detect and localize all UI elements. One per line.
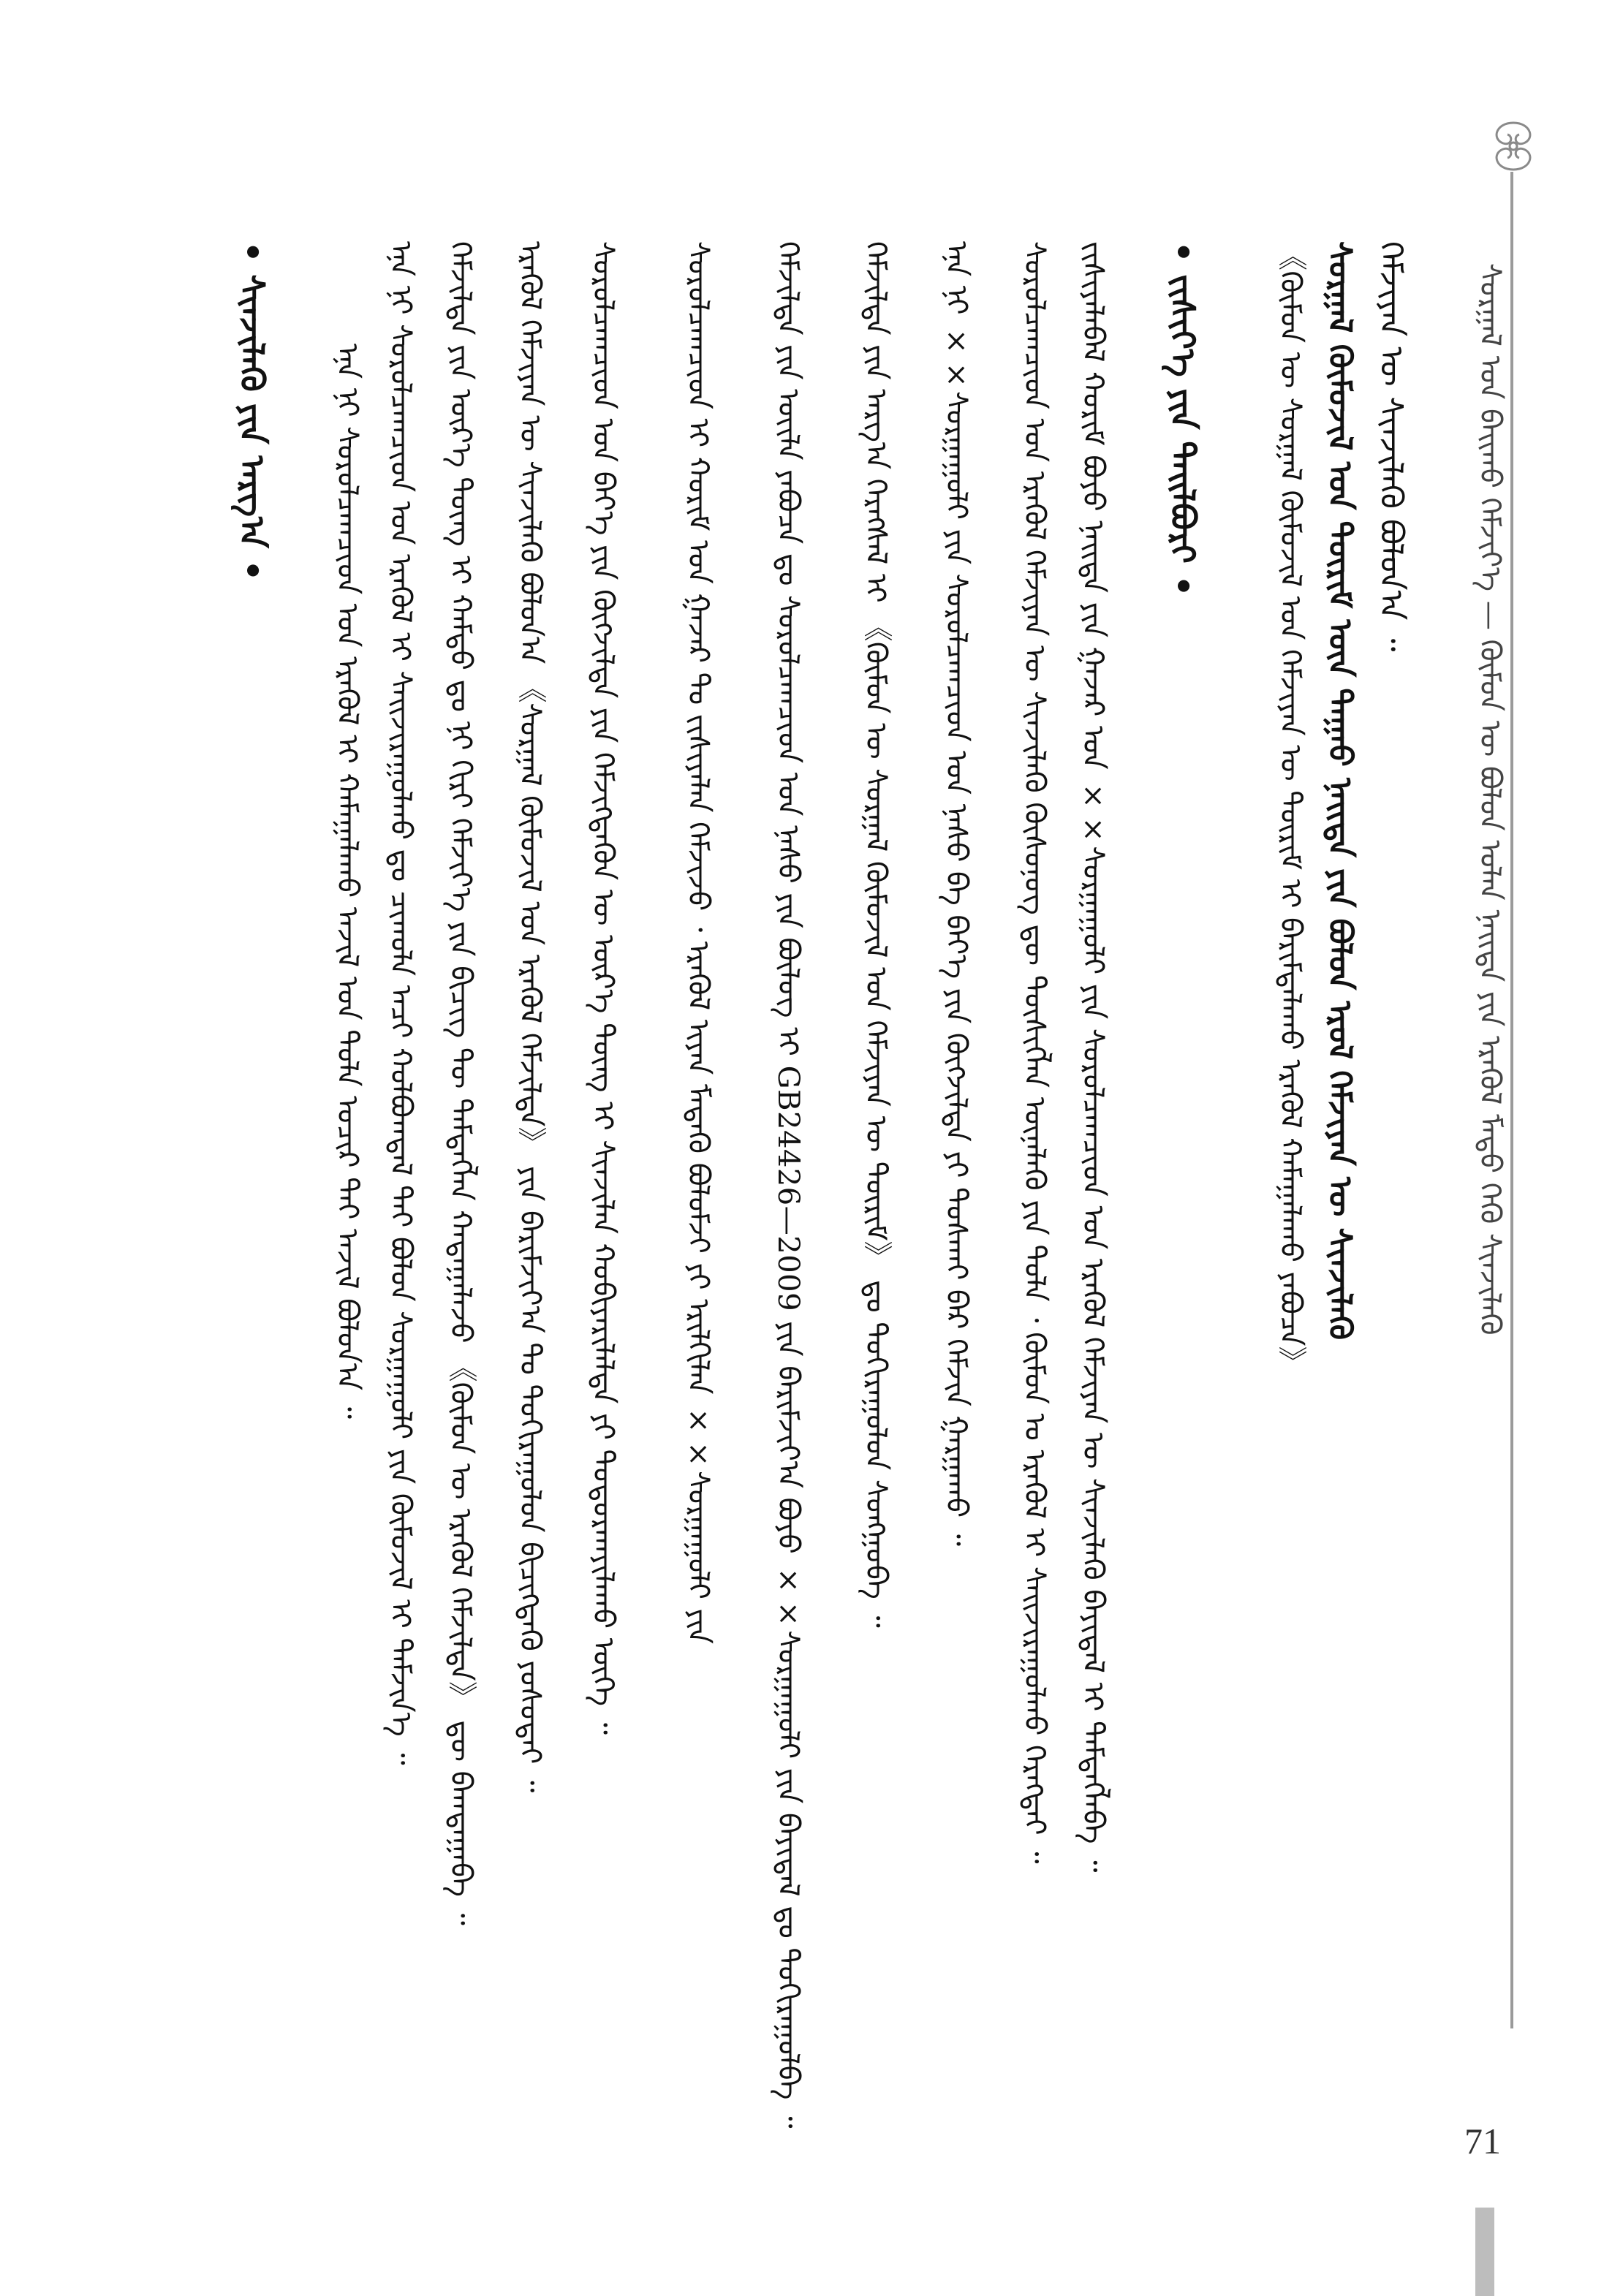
page-side-tab bbox=[1475, 2208, 1494, 2296]
paragraph-line: ᠰᠤᠷᠤᠯᠴᠠᠭᠴᠢᠳ ᠢ ᠬᠤᠷᠢᠮ ᠤᠨ ᠭᠠᠵᠠᠷ ᠲᠤ ᠵᠢᠰᠢᠶᠡᠯᠡᠨ ᠬᠡᠮᠵᠢᠵᠦ ᠂ ᠡᠷᠡᠭᠦᠯ ᠢᠶᠡᠨ ᠮᠡᠳᠡᠬᠦ ᠪᠤᠯᠤᠮᠵᠢ ᠶᠢ ᠡᠷᠢᠯᠬᠢᠯᠡᠨ ××ᠰᠤᠷᠭᠠᠭᠤᠯᠢ ᠶᠢᠨ bbox=[681, 241, 715, 1644]
paragraph-line: ᠡᠨᠡ ᠨᠢ ᠰᠤᠷᠤᠯᠴᠠᠭᠴᠢᠳ ᠤᠨ ᠡᠷᠡᠭᠦᠯ ᠢ ᠰᠠᠢᠵᠢᠷᠠᠭᠤᠯᠬᠤ ᠳᠤ ᠴᠢᠬᠤᠯᠠ ᠠᠴᠢ ᠬᠤᠯᠪᠤᠭᠳᠠᠯ ᠲᠠᠢ ᠪᠤᠯᠤᠨ ᠰᠤᠷᠭᠠᠭᠤᠯᠢ ᠶᠢᠨ ᠬᠦᠮᠦᠵᠢᠯ ᠢ ᠳᠡᠮᠵᠢᠨ᠎ᠡ ᠃ bbox=[384, 241, 417, 1765]
header-rule-line bbox=[1510, 172, 1513, 2028]
running-title: ᠰᠤᠷᠭᠠᠯ ᠤᠨ ᠪᠠᠢᠬᠤ ᠬᠡᠮᠵᠢᠶ᠎ᠡ — ᠬᠦᠮᠦᠨ ᠦ ᠪᠤᠯᠤᠨ ᠣᠯᠠᠨ ᠨᠡᠢᠲᠡ ᠶᠢᠨ ᠡᠷᠡᠭᠦᠯ ᠮᠡᠳᠦ ᠭᠡᠬᠦ ᠰᠢᠨᠵᠢᠯᠡᠬᠦ bbox=[1473, 263, 1507, 1335]
paragraph-line: ᠡᠨᠡ ᠨᠢ ××ᠰᠤᠷᠭᠠᠭᠤᠯᠢ ᠶᠢᠨ ᠰᠤᠷᠤᠯᠴᠠᠭᠴᠢᠳ ᠤᠨ ᠨᠠᠰᠤ ᠪᠠ ᠪᠡᠶ᠎ᠡ ᠶᠢᠨ ᠬᠦᠭᠵᠢᠯᠲᠡ ᠶᠢ ᠲᠤᠰᠬᠠᠢ ᠪᠠᠷ ᠬᠡᠮᠵᠢᠨ ᠭᠠᠷᠭᠠᠬᠤ ᠃ bbox=[939, 241, 973, 1547]
section-subheading: • ᠵᠢᠰᠢᠶ᠎ᠡ ᠶᠢᠨ ᠲᠠᠢᠯᠪᠤᠷᠢ • bbox=[1163, 241, 1203, 597]
bold-standard-line: ᠰᠤᠷᠭᠠᠯ ᠬᠦᠮᠦᠵᠢᠯ ᠤᠨ ᠳᠦᠷᠢᠮ ᠦᠨ ᠳᠠᠭᠠᠤ ᠨᠡᠢᠲᠡ ᠶᠢᠨ ᠪᠤᠯᠤᠨ ᠡᠷᠦᠯ ᠬᠡᠮᠵᠢᠶᠡᠨ ᠦ ᠰᠢᠨᠵᠢᠯᠡᠬᠦ bbox=[1321, 241, 1358, 1341]
quoted-standard-title: 《ᠬᠦᠮᠦᠨ ᠦ ᠰᠤᠷᠭᠠᠯ ᠬᠦᠮᠦᠵᠢᠯ ᠤᠨ ᠬᠡᠮᠵᠢᠶᠡᠨ ᠦ ᠳᠦᠷᠢᠮ ᠢ ᠪᠠᠷᠢᠮᠲᠠᠯᠠᠬᠤ ᠡᠷᠡᠭᠦᠯ ᠬᠠᠮᠠᠭᠠᠯᠠᠬᠤ ᠶᠠᠪᠤᠴᠠ》 bbox=[1274, 241, 1307, 1376]
header-ornament-icon bbox=[1481, 117, 1546, 175]
paragraph-line: ᠰᠤᠷᠤᠯᠴᠠᠭᠴᠢᠳ ᠤᠨ ᠡᠷᠡᠭᠦᠯ ᠬᠡᠮᠵᠢᠶᠡᠨ ᠦ ᠰᠢᠨᠵᠢᠯᠡᠬᠦ ᠬᠦᠰᠦᠨᠦᠭ ᠳᠦ ᠲᠦᠰᠢᠭᠯᠡᠨ ᠦᠨᠡᠯᠡᠬᠦ ᠶᠢᠨ ᠲᠤᠯᠠ ᠂ ᠬᠦᠮᠦᠨ ᠤ ᠡᠷᠡᠭᠦᠯ ᠢ ᠰᠠᠢᠵᠢᠷᠠᠭᠤᠯᠬᠤ ᠬᠡᠷᠡᠭᠲᠡᠢ ᠃ bbox=[1018, 241, 1051, 1864]
page-number: 71 bbox=[1464, 2121, 1501, 2162]
paragraph-line: ᠡᠷᠡᠭᠦᠯ ᠬᠡᠮᠵᠢᠶᠡᠨ ᠦ ᠰᠢᠨᠵᠢᠯᠡᠬᠦ ᠪᠤᠯᠤᠨ᠎ᠠ 《ᠰᠤᠷᠭᠠᠯ ᠬᠦᠮᠦᠵᠢᠯ ᠤᠨ ᠡᠷᠡᠭᠦᠯ ᠬᠡᠮᠵᠢᠯᠲᠡ》 ᠶᠢᠨ ᠪᠠᠷᠢᠮᠵᠢᠶ᠎ᠠ ᠲᠤ ᠲᠤᠬᠢᠷᠠᠭᠤᠯᠤᠨ ᠪᠢᠴᠢᠭᠳᠡᠬᠦ ᠶᠤᠰᠤᠲᠠᠢ ᠃ bbox=[513, 241, 547, 1793]
paragraph-line: ᠬᠡᠮᠵᠢᠯᠲᠡ ᠶᠢᠨ ᠠᠷᠭ᠎ᠠ ᠬᠡᠷᠡᠭᠰᠡᠯ ᠢ 《ᠬᠦᠮᠦᠨ ᠦ ᠰᠤᠷᠭᠠᠯ ᠬᠦᠮᠦᠵᠢᠯ ᠤᠨ ᠬᠡᠮᠵᠢᠶᠡᠨ ᠦ ᠳᠦᠷᠢᠮ》 ᠳᠤ ᠲᠤᠬᠢᠷᠠᠭᠤᠯᠤᠨ ᠰᠤᠩᠭᠤᠪᠠ ᠃ bbox=[859, 241, 893, 1628]
paragraph-line: ᠬᠡᠮᠵᠢᠯᠲᠡ ᠶᠢᠨ ᠦᠷ᠎ᠡ ᠳᠦᠩ ᠢ ᠬᠠᠮᠲᠤ ᠳᠤ ᠨᠢ ᠬᠢᠷᠢ ᠬᠡᠮᠵᠢᠶ᠎ᠡ ᠶᠢᠨ ᠪᠢᠴᠢᠭ ᠲᠦ ᠲᠡᠮᠳᠡᠭᠯᠡᠨ ᠬᠠᠳᠠᠭᠠᠯᠠᠵᠤ 《ᠬᠦᠮᠦᠨ ᠦ ᠡᠷᠡᠭᠦᠯ ᠬᠡᠮᠵᠢᠯᠲᠡ》 ᠳᠦ ᠪᠠᠭᠲᠠᠭᠠᠪᠠ ᠃ bbox=[444, 241, 477, 1925]
section-intro-text: ᠬᠡᠮᠵᠢᠶᠡᠨ ᠦ ᠰᠢᠨᠵᠢᠯᠡᠬᠦ ᠪᠤᠯᠤᠨ᠎ᠠ ᠃ bbox=[1372, 241, 1410, 652]
paragraph-line: ᠬᠡᠮᠵᠢᠯᠲᠡ ᠶᠢᠨ ᠦᠢᠯᠡ ᠶᠠᠪᠤᠴᠠ ᠳᠤ ᠰᠤᠷᠤᠯᠴᠠᠭᠴᠢᠳ ᠤᠨ ᠨᠠᠰᠤ ᠶᠢᠨ ᠪᠦᠯᠦᠭ ᠢ GB24426—2009 ᠶᠢᠨ ᠪᠠᠷᠢᠮᠵᠢᠶ᠎ᠠ ᠪᠤᠶᠤ ××ᠰᠤᠷᠭᠠᠭᠤᠯᠢ ᠶᠢᠨ ᠪᠠᠶᠢᠳᠠᠯ ᠳᠤ ᠲᠤᠬᠢᠷᠠᠭᠤᠯᠪᠠ ᠃ bbox=[771, 241, 805, 2129]
paragraph-line: ᠵᠢᠰᠢᠶᠡᠯᠡᠪᠡᠯ ᠬᠤᠷᠢᠮ ᠪᠤᠶᠤ ᠨᠡᠢᠲᠡ ᠶᠢᠨ ᠭᠠᠵᠠᠷ ᠤᠨ ××ᠰᠤᠷᠭᠠᠭᠤᠯᠢ ᠶᠢᠨ ᠰᠤᠷᠤᠯᠴᠠᠭᠴᠢᠳ ᠤᠨ ᠡᠷᠡᠭᠦᠯ ᠬᠡᠮᠵᠢᠶᠡᠨ ᠦ ᠰᠢᠨᠵᠢᠯᠡᠬᠦ ᠪᠠᠶᠢᠳᠠᠯ ᠢ ᠲᠡᠮᠳᠡᠭᠯᠡᠪᠡ ᠃ bbox=[1076, 241, 1110, 1873]
paragraph-line: ᠰᠤᠷᠤᠯᠴᠠᠭᠴᠢᠳ ᠤᠨ ᠪᠡᠶ᠎ᠡ ᠶᠢᠨ ᠬᠦᠭᠵᠢᠯᠲᠡ ᠶᠢᠨ ᠬᠡᠮᠵᠢᠭᠳᠡᠬᠦᠨ ᠦ ᠦᠷ᠎ᠡ ᠳᠦᠩ ᠢ ᠰᠢᠨᠵᠢᠯᠡᠨ ᠬᠤᠪᠢᠶᠠᠷᠢᠯᠠᠯᠲᠠ ᠶᠢ ᠲᠤᠳᠤᠷᠬᠠᠶᠢᠯᠠᠬᠤ ᠦᠭᠡ ᠃ bbox=[586, 241, 620, 1735]
section-subheading: • ᠰᠢᠨᠵᠢᠯᠡᠬᠦ ᠶᠢᠨ ᠠᠷᠭ᠎ᠠ • bbox=[232, 241, 272, 582]
paragraph-line: ᠡᠨᠡ ᠨᠢ ᠰᠤᠷᠤᠯᠴᠠᠭᠴᠢᠳ ᠤᠨ ᠡᠷᠡᠭᠦᠯ ᠢ ᠬᠠᠮᠠᠭᠠᠯᠠᠬᠤ ᠠᠵᠢᠯ ᠤᠨ ᠲᠤᠯᠠ ᠤᠴᠢᠷ ᠲᠠᠢ ᠠᠵᠢᠯ ᠪᠤᠯᠤᠨ᠎ᠠ ᠃ bbox=[330, 344, 364, 1420]
